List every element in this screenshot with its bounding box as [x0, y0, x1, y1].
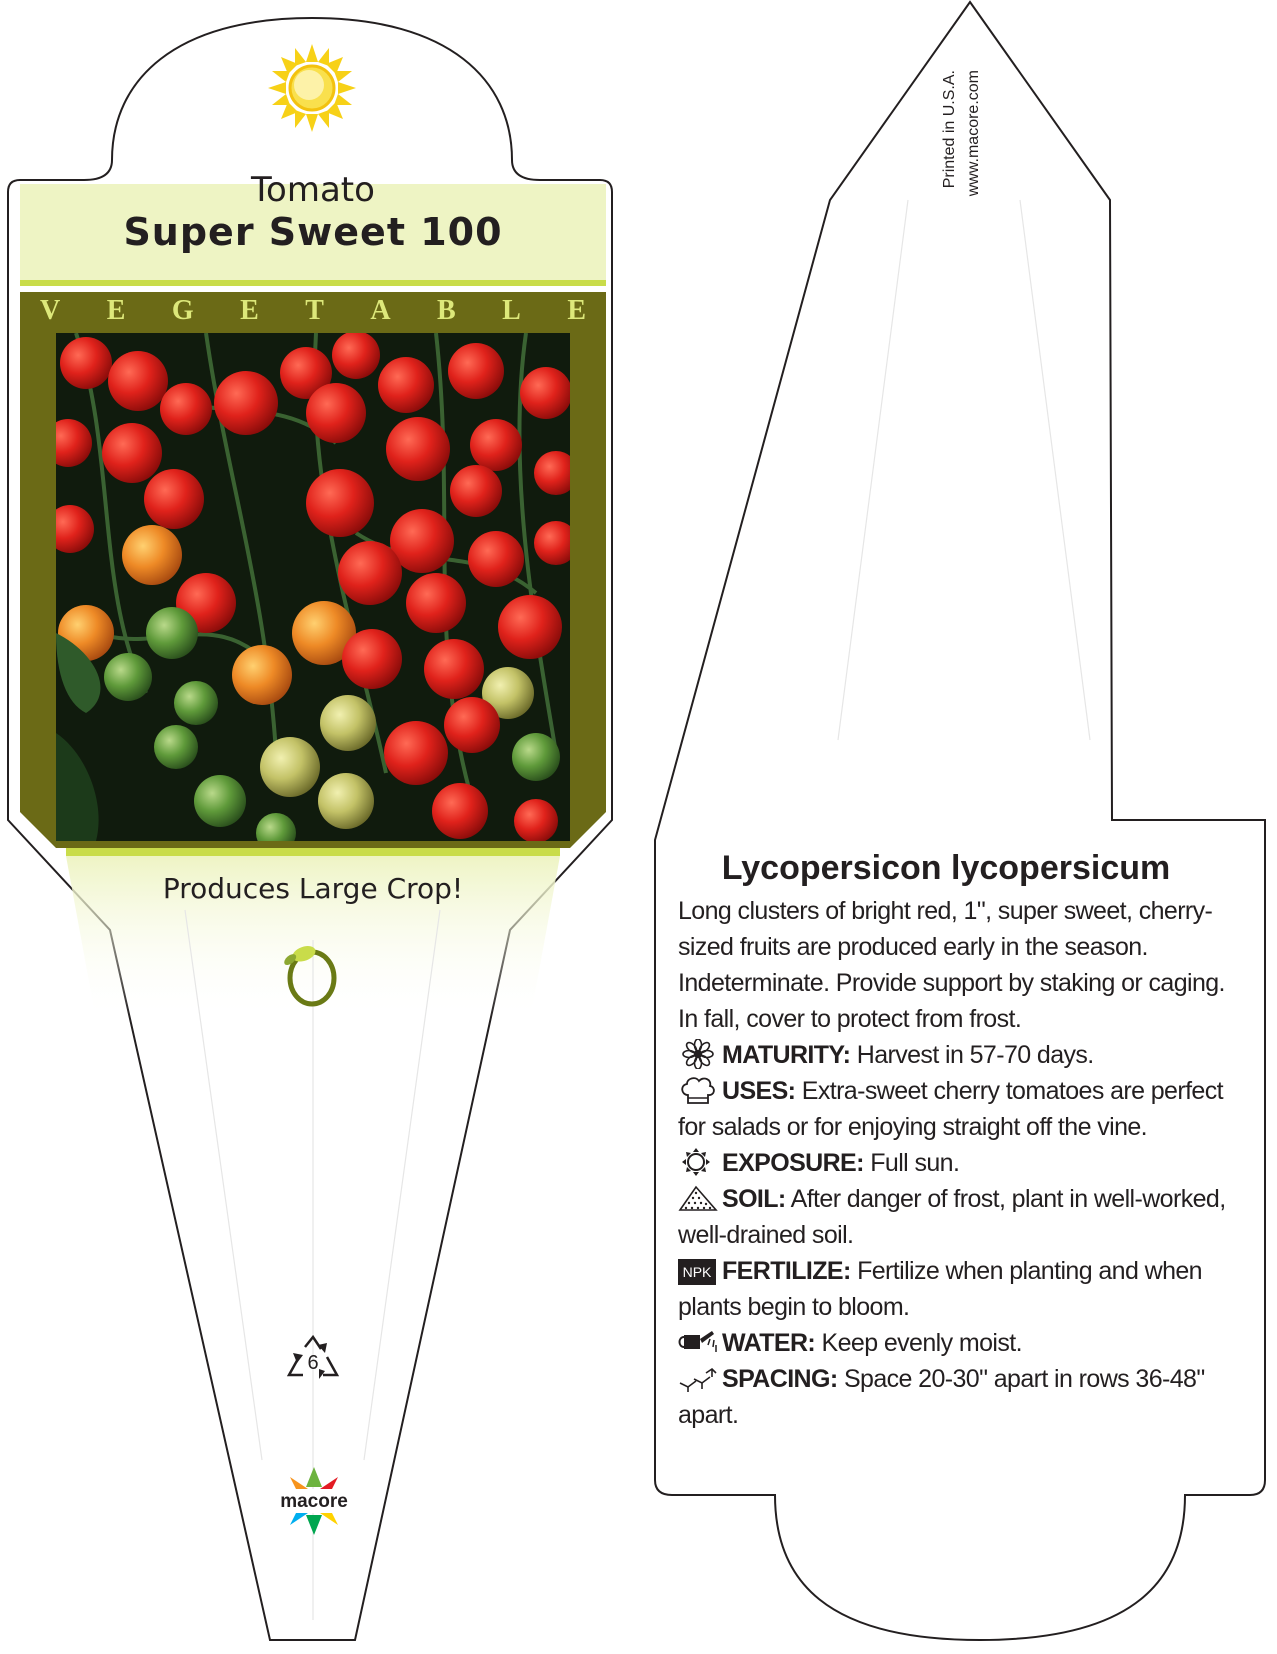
- photo-bottom-band: [66, 848, 560, 856]
- sun-icon: [268, 44, 356, 132]
- soil-text: After danger of frost, plant in well-worked, well-drained soil.: [678, 1185, 1226, 1249]
- recycle-icon: [285, 1335, 341, 1385]
- spacing-icon: [678, 1363, 718, 1393]
- printed-country: Printed in U.S.A.: [941, 70, 958, 189]
- watering-can-icon: [678, 1327, 718, 1357]
- recycle-code: 6: [307, 1352, 319, 1374]
- category-letter: E: [567, 295, 586, 326]
- maturity-label: MATURITY:: [722, 1041, 851, 1069]
- category-letter: G: [171, 295, 194, 326]
- brand-logo: [264, 1465, 364, 1537]
- maturity-row: [678, 1037, 1246, 1073]
- category-letter: L: [502, 295, 521, 326]
- exposure-text: Full sun.: [870, 1149, 960, 1177]
- printed-info: [941, 58, 982, 214]
- npk-icon: NPK: [678, 1259, 716, 1285]
- spacing-label: SPACING:: [722, 1365, 838, 1393]
- variety-name: Super Sweet 100: [123, 210, 503, 254]
- front-title-block: [20, 170, 606, 254]
- fertilize-text: Fertilize when planting and when plants begin to bloom.: [678, 1257, 1202, 1321]
- chef-hat-icon: [678, 1075, 718, 1105]
- maturity-text: Harvest in 57-70 days.: [856, 1041, 1094, 1069]
- tagline: Produces Large Crop!: [162, 872, 464, 905]
- category-letter: E: [106, 295, 126, 326]
- uses-text: Extra-sweet cherry tomatoes are perfect for salads or for enjoying straight off the vine.: [678, 1077, 1223, 1141]
- botanical-name: Lycopersicon lycopersicum: [721, 849, 1171, 887]
- sun-outline-icon: [678, 1147, 718, 1177]
- fertilize-label: FERTILIZE:: [722, 1257, 851, 1285]
- category-letter: A: [370, 295, 391, 326]
- water-label: WATER:: [722, 1329, 816, 1357]
- soil-row: [678, 1181, 1246, 1253]
- uses-row: [678, 1073, 1246, 1145]
- exposure-row: [678, 1145, 1246, 1181]
- category-band: [20, 296, 606, 326]
- common-name: Tomato: [251, 170, 375, 210]
- category-letter: E: [240, 295, 259, 326]
- description-text: Long clusters of bright red, 1", super sweet, cherry-sized fruits are produced early in the season. Indeterminate. Provide support by staking or caging. In fall, cover to protect from frost.: [678, 897, 1225, 1033]
- uses-label: USES:: [722, 1077, 796, 1105]
- spacing-row: [678, 1361, 1246, 1433]
- category-letter: V: [40, 295, 61, 326]
- category-letter: T: [305, 295, 324, 326]
- fertilize-row: [678, 1253, 1246, 1325]
- water-text: Keep evenly moist.: [821, 1329, 1022, 1357]
- care-description: [678, 893, 1246, 1433]
- spacing-text: Space 20-30" apart in rows 36-48" apart.: [678, 1365, 1205, 1429]
- header-underline: [20, 280, 606, 286]
- flower-icon: [678, 1039, 718, 1069]
- tomato-photo: [56, 333, 570, 841]
- soil-label: SOIL:: [722, 1185, 786, 1213]
- printed-website: www.macore.com: [965, 70, 982, 197]
- category-letter: B: [437, 295, 456, 326]
- soil-icon: [678, 1183, 718, 1213]
- brand-name: macore: [280, 1491, 348, 1512]
- tomato-illustration: [56, 333, 570, 841]
- water-row: [678, 1325, 1246, 1361]
- exposure-label: EXPOSURE:: [722, 1149, 864, 1177]
